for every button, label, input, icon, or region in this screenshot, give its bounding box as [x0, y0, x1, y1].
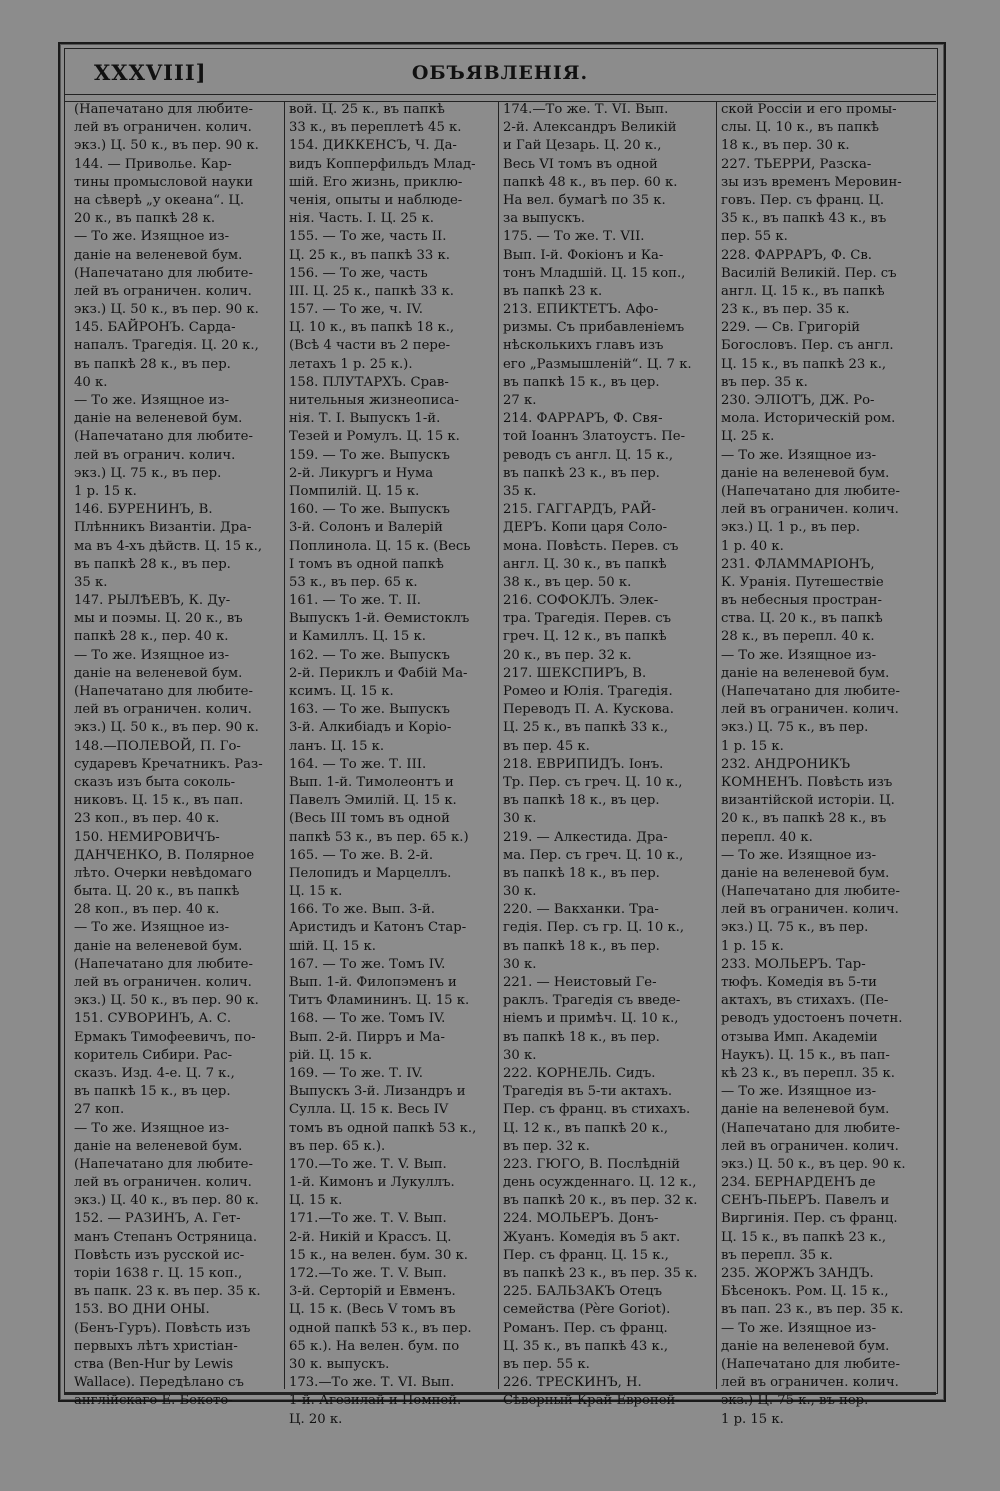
text-line: слы. Ц. 10 к., въ папкѣ	[721, 120, 879, 136]
text-line: Пер. съ франц. Ц. 15 к.,	[503, 1247, 669, 1263]
text-line: въ папкѣ 28 к., въ пер.	[74, 356, 231, 372]
page-title: ОБЪЯВЛЕНІЯ.	[411, 62, 589, 84]
text-line: ма. Пер. съ греч. Ц. 10 к.,	[503, 847, 684, 863]
text-line: 1-й. Кимонъ и Лукуллъ.	[289, 1175, 455, 1191]
text-line: (Напечатано для любите-	[74, 956, 253, 972]
text-line: 151. СУВОРИНЪ, А. С.	[74, 1011, 232, 1027]
text-line: 216. СОФОКЛЪ. Элек-	[503, 593, 659, 609]
text-line: Трагедія въ 5-ти актахъ.	[503, 1084, 673, 1100]
text-line: въ папкѣ 18 к., въ пер.	[503, 865, 660, 881]
text-line: СЕНЪ-ПЬЕРЪ. Павелъ и	[721, 1193, 890, 1209]
text-line: 147. РЫЛѢЕВЪ, К. Ду-	[74, 593, 231, 609]
text-line: III. Ц. 25 к., папкѣ 33 к.	[289, 283, 454, 299]
text-line: 3-й. Солонъ и Валерій	[289, 520, 443, 536]
text-line: даніе на веленевой бум.	[721, 1338, 890, 1354]
text-line: Жуанъ. Комедія въ 5 акт.	[503, 1229, 681, 1245]
text-line: 153. ВО ДНИ ОНЫ.	[74, 1302, 210, 1318]
text-line: Ц. 15 к., въ папкѣ 23 к.,	[721, 1229, 887, 1245]
text-line: 163. — То же. Выпускъ	[289, 702, 450, 718]
text-line: даніе на веленевой бум.	[74, 938, 243, 954]
text-line: 1 р. 15 к.	[721, 938, 784, 954]
text-line: Сѣверный Край Европей-	[503, 1393, 680, 1409]
text-line: день осужденнаго. Ц. 12 к.,	[503, 1175, 697, 1191]
text-line: лей въ ограничен. колич.	[721, 902, 899, 918]
text-line: Повѣсть изъ русской ис-	[74, 1247, 245, 1263]
text-line: 2-й. Периклъ и Фабій Ма-	[289, 665, 468, 681]
text-line: 3-й. Серторій и Евменъ.	[289, 1284, 456, 1300]
text-line: Ц. 20 к.	[289, 1411, 343, 1427]
text-line: первыхъ лѣтъ христіан-	[74, 1338, 238, 1354]
text-line: 168. — То же. Томъ IV.	[289, 1011, 446, 1027]
text-line: 28 к., въ перепл. 40 к.	[721, 629, 875, 645]
text-line: даніе на веленевой бум.	[721, 865, 890, 881]
text-line: 15 к., на велен. бум. 30 к.	[289, 1247, 468, 1263]
text-line: 27 к.	[503, 393, 537, 408]
text-line: нія. Часть. I. Ц. 25 к.	[289, 211, 434, 227]
text-line: 220. — Вакханки. Тра-	[503, 902, 659, 918]
text-line: (Напечатано для любите-	[74, 1156, 253, 1172]
text-line: тюфъ. Комедія въ 5-ти	[721, 975, 877, 990]
text-line: 35 к., въ папкѣ 43 к., въ	[721, 211, 887, 227]
columns	[70, 101, 936, 1427]
text-line: 213. ЕПИКТЕТЪ. Афо-	[503, 302, 659, 318]
text-line: 232. АНДРОНИКЪ	[721, 756, 851, 772]
text-line: 159. — То же. Выпускъ	[289, 447, 450, 463]
text-line: экз.) Ц. 50 к., въ пер. 90 к.	[74, 138, 259, 154]
text-line: говъ. Пер. съ франц. Ц.	[721, 192, 885, 208]
text-line: Титъ Фламининъ. Ц. 15 к.	[289, 993, 470, 1009]
text-line: англ. Ц. 30 к., въ папкѣ	[503, 556, 667, 572]
text-line: 30 к. выпускъ.	[289, 1356, 390, 1372]
text-line: мы и поэмы. Ц. 20 к., въ	[74, 611, 243, 627]
text-line: На вел. бумагѣ по 35 к.	[503, 192, 666, 208]
text-line: 233. МОЛЬЕРЪ. Тар-	[721, 956, 866, 972]
text-line: гедія. Пер. съ гр. Ц. 10 к.,	[503, 920, 685, 936]
text-line: (Напечатано для любите-	[721, 483, 900, 499]
text-line: раклъ. Трагедія съ введе-	[503, 993, 681, 1009]
text-line: — То же. Изящное из-	[721, 647, 877, 663]
text-line: I томъ въ одной папкѣ	[289, 556, 444, 572]
text-line: лей въ ограничен. колич.	[74, 702, 252, 718]
text-line: Ц. 35 к., въ папкѣ 43 к.,	[503, 1338, 669, 1354]
text-line: сказъ. Изд. 4-е. Ц. 7 к.,	[74, 1065, 235, 1081]
text-line: 227. ТЬЕРРИ, Разска-	[721, 156, 872, 172]
text-line: 223. ГЮГО, В. Послѣдній	[503, 1156, 681, 1172]
text-line: 154. ДИККЕНСЪ, Ч. Да-	[289, 138, 457, 154]
text-line: 2-й. Ликургъ и Нума	[289, 465, 434, 481]
text-line: 27 коп.	[74, 1102, 125, 1118]
text-line: 235. ЖОРЖЪ ЗАНДЪ.	[721, 1266, 874, 1281]
text-line: 172.—То же. Т. V. Вып.	[289, 1266, 447, 1281]
text-line: Вып. 2-й. Пирръ и Ма-	[289, 1029, 445, 1045]
text-line: (Напечатано для любите-	[721, 684, 900, 699]
text-line: Wallace). Передѣлано съ	[74, 1375, 244, 1391]
text-line: Романъ. Пер. съ франц.	[503, 1320, 668, 1336]
text-line: экз.) Ц. 75 к., въ пер.	[721, 920, 869, 936]
text-line: экз.) Ц. 50 к., въ цер. 90 к.	[721, 1156, 906, 1172]
text-line: 33 к., въ переплетѣ 45 к.	[289, 120, 462, 136]
column-3	[498, 101, 716, 1409]
text-line: ДАНЧЕНКО, В. Полярное	[74, 847, 255, 863]
text-line: даніе на веленевой бум.	[74, 247, 243, 263]
text-line: Ц. 25 к., въ папкѣ 33 к.	[289, 247, 450, 263]
text-line: лей въ ограничен. колич.	[74, 1175, 252, 1191]
text-line: манъ Степанъ Остряница.	[74, 1229, 258, 1245]
text-line: экз.) Ц. 75 к., въ пер.	[74, 465, 222, 481]
text-line: въ папкѣ 15 к., въ цер.	[74, 1084, 231, 1100]
text-line: 150. НЕМИРОВИЧЪ-	[74, 829, 220, 845]
text-line: той Іоаннъ Златоустъ. Пе-	[503, 429, 686, 445]
text-line: — То же. Изящное из-	[74, 229, 230, 245]
text-line: — То же. Изящное из-	[721, 1084, 877, 1100]
text-line: 167. — То же. Томъ IV.	[289, 956, 446, 972]
text-line: 148.—ПОЛЕВОЙ, П. Го-	[74, 738, 241, 754]
text-line: 23 к., въ пер. 35 к.	[721, 302, 850, 318]
text-line: Выпускъ 3-й. Лизандръ и	[289, 1084, 466, 1100]
text-line: Ермакъ Тимофеевичъ, по-	[74, 1029, 256, 1045]
text-line: Выпускъ 1-й. Ѳемистоклъ	[289, 611, 470, 627]
text-line: 229. — Св. Григорій	[721, 320, 861, 336]
text-line: 214. ФАРРАРЪ, Ф. Свя-	[503, 411, 663, 427]
text-line: семейства (Père Goriot).	[503, 1302, 671, 1318]
text-line: экз.) Ц. 50 к., въ пер. 90 к.	[74, 302, 259, 318]
text-line: ской Россіи и его промы-	[721, 102, 897, 117]
text-line: 145. БАЙРОНЪ. Сарда-	[74, 320, 236, 336]
text-line: 30 к.	[503, 811, 537, 827]
text-line: 1 р. 15 к.	[721, 1411, 784, 1427]
text-line: актахъ, въ стихахъ. (Пе-	[721, 993, 889, 1009]
text-line: лей въ ограничен. колич.	[721, 1138, 899, 1154]
text-line: 23 коп., въ пер. 40 к.	[74, 811, 220, 827]
text-line: 53 к., въ пер. 65 к.	[289, 574, 418, 590]
text-line: въ папкѣ 28 к., въ пер.	[74, 556, 231, 572]
text-line: 144. — Приволье. Кар-	[74, 156, 232, 172]
text-line: въ папкѣ 20 к., въ пер. 32 к.	[503, 1193, 698, 1209]
text-line: нѣсколькихъ главъ изъ	[503, 338, 664, 354]
text-line: вой. Ц. 25 к., въ папкѣ	[289, 102, 445, 117]
text-line: перепл. 40 к.	[721, 829, 813, 845]
text-line: 217. ШЕКСПИРЪ, В.	[503, 665, 647, 681]
text-line: 35 к.	[503, 483, 537, 499]
page-header	[64, 52, 936, 96]
text-line: — То же. Изящное из-	[721, 1320, 877, 1336]
text-line: на сѣверѣ „у океана“. Ц.	[74, 192, 245, 208]
text-line: 20 к., въ папкѣ 28 к., въ	[721, 811, 887, 827]
text-line: лей въ ограничен. колич.	[721, 502, 899, 518]
text-line: 2-й. Александръ Великій	[503, 120, 677, 136]
text-line: 157. — То же, ч. IV.	[289, 302, 423, 318]
text-line: 169. — То же. Т. IV.	[289, 1065, 423, 1081]
text-line: Ц. 15 к. (Весь V томъ въ	[289, 1302, 456, 1318]
text-line: 35 к.	[74, 574, 108, 590]
text-line: 221. — Неистовый Ге-	[503, 975, 657, 990]
text-line: пер. 55 к.	[721, 229, 788, 245]
text-line: (Напечатано для любите-	[721, 1356, 900, 1372]
text-line: 231. ФЛАММАРІОНЪ,	[721, 556, 875, 572]
text-line: 1 р. 15 к.	[721, 738, 784, 754]
text-line: лей въ ограничен. колич.	[74, 283, 252, 299]
text-line: 155. — То же, часть II.	[289, 229, 447, 245]
text-line: 3-й. Алкибіадъ и Коріо-	[289, 720, 452, 736]
text-line: 166. То же. Вып. 3-й.	[289, 902, 435, 918]
text-line: Ц. 25 к., въ папкѣ 33 к.,	[503, 720, 669, 736]
text-line: 20 к., въ папкѣ 28 к.	[74, 211, 216, 227]
text-line: отзыва Имп. Академіи	[721, 1029, 878, 1045]
text-line: рій. Ц. 15 к.	[289, 1047, 373, 1063]
text-line: шій. Ц. 15 к.	[289, 938, 376, 954]
text-line: 222. КОРНЕЛЬ. Сидъ.	[503, 1065, 656, 1081]
text-line: 1-й. Агезилай и Помпей.	[289, 1393, 462, 1409]
text-line: 170.—То же. Т. V. Вып.	[289, 1156, 447, 1172]
text-line: въ пап. 23 к., въ пер. 35 к.	[721, 1302, 904, 1318]
text-line: тонъ Младшій. Ц. 15 коп.,	[503, 265, 686, 281]
text-line: Аристидъ и Катонъ Стар-	[289, 920, 467, 936]
text-line: Пер. съ франц. въ стихахъ.	[503, 1102, 691, 1118]
text-line: лей въ огранич. колич.	[74, 447, 236, 463]
text-line: ма въ 4-хъ дѣйств. Ц. 15 к.,	[74, 538, 263, 554]
text-line: ства (Ben-Hur by Lewis	[74, 1356, 234, 1372]
text-line: 174.—То же. Т. VI. Вып.	[503, 102, 669, 117]
text-line: въ перепл. 35 к.	[721, 1247, 833, 1263]
column-1	[70, 101, 284, 1409]
text-line: К. Уранія. Путешествіе	[721, 574, 884, 590]
text-line: ченія, опыты и наблюде-	[289, 192, 463, 208]
text-line: одной папкѣ 53 к., въ пер.	[289, 1320, 472, 1336]
text-line: 215. ГАГГАРДЪ, РАЙ-	[503, 502, 656, 518]
text-line: и Гай Цезарь. Ц. 20 к.,	[503, 138, 662, 154]
text-line: мола. Историческій ром.	[721, 411, 896, 427]
text-line: 175. — То же. Т. VII.	[503, 229, 645, 245]
text-line: зы изъ временъ Меровин-	[721, 174, 902, 190]
text-line: коритель Сибири. Рас-	[74, 1047, 233, 1063]
text-line: Ц. 15 к.	[289, 1193, 343, 1209]
text-line: тины промысловой науки	[74, 174, 253, 190]
text-line: 30 к.	[503, 956, 537, 972]
text-line: (Бенъ-Гуръ). Повѣсть изъ	[74, 1320, 251, 1336]
text-line: Ц. 15 к.	[289, 884, 343, 900]
text-line: даніе на веленевой бум.	[721, 465, 890, 481]
text-line: томъ въ одной папкѣ 53 к.,	[289, 1120, 477, 1136]
text-line: (Напечатано для любите-	[721, 1120, 900, 1136]
text-line: сказъ изъ быта соколь-	[74, 774, 236, 790]
text-line: Ц. 10 к., въ папкѣ 18 к.,	[289, 320, 455, 336]
text-line: экз.) Ц. 40 к., въ пер. 80 к.	[74, 1193, 259, 1209]
text-line: (Напечатано для любите-	[721, 884, 900, 900]
text-line: Весь VI томъ въ одной	[503, 156, 658, 172]
text-line: нительныя жизнеописа-	[289, 393, 459, 408]
text-line: 224. МОЛЬЕРЪ. Донъ-	[503, 1211, 659, 1227]
text-line: въ пер. 35 к.	[721, 374, 808, 390]
text-line: ланъ. Ц. 15 к.	[289, 738, 385, 754]
text-line: папкѣ 53 к., въ пер. 65 к.)	[289, 829, 469, 845]
text-line: папкѣ 48 к., въ пер. 60 к.	[503, 174, 678, 190]
text-line: даніе на веленевой бум.	[74, 1138, 243, 1154]
text-line: Ромео и Юлія. Трагедія.	[503, 684, 673, 699]
text-line: Ц. 12 к., въ папкѣ 20 к.,	[503, 1120, 669, 1136]
text-line: Богословъ. Пер. съ англ.	[721, 338, 894, 354]
column-2	[284, 101, 498, 1427]
text-line: экз.) Ц. 75 к., въ пер.	[721, 720, 869, 736]
text-line: Вып. 1-й. Филопэменъ и	[289, 975, 457, 990]
text-line: 226. ТРЕСКИНЪ, Н.	[503, 1375, 642, 1391]
text-line: 161. — То же. Т. II.	[289, 593, 421, 609]
text-line: КОМНЕНЪ. Повѣсть изъ	[721, 774, 893, 790]
text-line: 2-й. Никій и Крассъ. Ц.	[289, 1229, 452, 1245]
text-line: реводъ удостоенъ почетн.	[721, 1011, 903, 1027]
text-line: 234. БЕРНАРДЕНЪ де	[721, 1175, 876, 1191]
text-line: Ц. 25 к.	[721, 429, 775, 445]
text-line: лей въ ограничен. колич.	[74, 120, 252, 136]
text-line: ства. Ц. 20 к., въ папкѣ	[721, 611, 883, 627]
text-line: тра. Трагедія. Перев. съ	[503, 611, 671, 627]
text-line: папкѣ 28 к., пер. 40 к.	[74, 629, 229, 645]
text-line: даніе на веленевой бум.	[74, 411, 243, 427]
text-line: въ папкѣ 18 к., въ пер.	[503, 1029, 660, 1045]
text-line: — То же. Изящное из-	[74, 1120, 230, 1136]
text-line: (Напечатано для любите-	[74, 102, 253, 117]
text-line: въ небесныя простран-	[721, 593, 882, 609]
text-line: экз.) Ц. 1 р., въ пер.	[721, 520, 861, 536]
text-line: Наукъ). Ц. 15 к., въ пап-	[721, 1047, 890, 1063]
text-line: 162. — То же. Выпускъ	[289, 647, 450, 663]
text-line: ніемъ и примѣч. Ц. 10 к.,	[503, 1011, 679, 1027]
text-line: даніе на веленевой бум.	[721, 1102, 890, 1118]
text-line: — То же. Изящное из-	[74, 393, 230, 408]
text-line: лей въ ограничен. колич.	[721, 702, 899, 718]
text-line: лей въ ограничен. колич.	[74, 975, 252, 990]
text-line: въ папкѣ 18 к., въ пер.	[503, 938, 660, 954]
text-line: 40 к.	[74, 374, 108, 390]
text-line: 158. ПЛУТАРХЪ. Срав-	[289, 374, 449, 390]
text-line: 164. — То же. Т. III.	[289, 756, 427, 772]
text-line: 171.—То же. Т. V. Вып.	[289, 1211, 447, 1227]
text-line: Тр. Пер. съ греч. Ц. 10 к.,	[503, 774, 683, 790]
text-line: 160. — То же. Выпускъ	[289, 502, 450, 518]
text-line: въ пер. 32 к.	[503, 1138, 590, 1154]
text-line: Вып. 1-й. Тимолеонтъ и	[289, 774, 454, 790]
text-line: 225. БАЛЬЗАКЪ Отецъ	[503, 1284, 662, 1300]
text-line: 30 к.	[503, 884, 537, 900]
text-line: (Напечатано для любите-	[74, 684, 253, 699]
text-line: — То же. Изящное из-	[74, 647, 230, 663]
text-line: (Напечатано для любите-	[74, 265, 253, 281]
text-line: его „Размышленій“. Ц. 7 к.	[503, 356, 692, 372]
text-line: ДЕРЪ. Копи царя Соло-	[503, 520, 668, 536]
text-line: Пелопидъ и Марцеллъ.	[289, 865, 452, 881]
text-line: даніе на веленевой бум.	[721, 665, 890, 681]
text-line: англ. Ц. 15 к., въ папкѣ	[721, 283, 885, 299]
text-line: 173.—То же. Т. VI. Вып.	[289, 1375, 455, 1391]
text-line: экз.) Ц. 50 к., въ пер. 90 к.	[74, 720, 259, 736]
text-line: Бѣсенокъ. Ром. Ц. 15 к.,	[721, 1284, 889, 1300]
text-line: 38 к., въ цер. 50 к.	[503, 574, 632, 590]
text-line: 30 к.	[503, 1047, 537, 1063]
text-line: въ пер. 45 к.	[503, 738, 590, 754]
text-line: 218. ЕВРИПИДЪ. Іонъ.	[503, 756, 664, 772]
text-line: въ папкѣ 23 к.	[503, 283, 603, 299]
text-line: 18 к., въ пер. 30 к.	[721, 138, 850, 154]
text-line: кѣ 23 к., въ перепл. 35 к.	[721, 1065, 895, 1081]
text-line: Вып. I-й. Фокіонъ и Ка-	[503, 247, 664, 263]
text-line: и Камиллъ. Ц. 15 к.	[289, 629, 426, 645]
text-line: — То же. Изящное из-	[721, 847, 877, 863]
text-line: (Напечатано для любите-	[74, 429, 253, 445]
text-line: шій. Его жизнь, приклю-	[289, 174, 463, 190]
text-line: англійскаго Е. Бекето-	[74, 1393, 233, 1409]
text-line: въ пер. 65 к.).	[289, 1138, 386, 1154]
text-line: никовъ. Ц. 15 к., въ пап.	[74, 793, 244, 809]
text-line: реводъ съ англ. Ц. 15 к.,	[503, 447, 674, 463]
text-line: въ пер. 55 к.	[503, 1356, 590, 1372]
bottom-rule	[64, 1392, 936, 1395]
text-line: Ц. 15 к., въ папкѣ 23 к.,	[721, 356, 887, 372]
text-line: Виргинія. Пер. съ франц.	[721, 1211, 898, 1227]
text-line: лѣто. Очерки невѣдомаго	[74, 865, 252, 881]
text-line: въ папкѣ 23 к., въ пер. 35 к.	[503, 1266, 698, 1281]
text-line: торіи 1638 г. Ц. 15 коп.,	[74, 1266, 243, 1281]
text-line: въ папкѣ 18 к., въ цер.	[503, 793, 660, 809]
text-line: въ папкѣ 23 к., въ пер.	[503, 465, 660, 481]
text-line: Василій Великій. Пер. съ	[721, 265, 897, 281]
text-line: 28 коп., въ пер. 40 к.	[74, 902, 220, 918]
text-line: лей въ ограничен. колич.	[721, 1375, 899, 1391]
text-line: въ папкѣ 15 к., въ цер.	[503, 374, 660, 390]
text-line: 20 к., въ пер. 32 к.	[503, 647, 632, 663]
text-line: (Весь III томъ въ одной	[289, 811, 450, 827]
text-line: Помпилій. Ц. 15 к.	[289, 483, 420, 499]
text-line: 230. ЭЛІОТЪ, ДЖ. Ро-	[721, 393, 875, 408]
text-line: быта. Ц. 20 к., въ папкѣ	[74, 884, 240, 900]
text-line: 156. — То же, часть	[289, 265, 428, 281]
text-line: летахъ 1 р. 25 к.).	[289, 356, 413, 372]
page-number: XXXVIII]	[94, 60, 207, 85]
text-line: (Всѣ 4 части въ 2 пере-	[289, 338, 451, 354]
text-line: мона. Повѣсть. Перев. съ	[503, 538, 679, 554]
text-line: Поплинола. Ц. 15 к. (Весь	[289, 538, 471, 554]
text-line: даніе на веленевой бум.	[74, 665, 243, 681]
text-line: 228. ФАРРАРЪ, Ф. Св.	[721, 247, 872, 263]
text-line: 65 к.). На велен. бум. по	[289, 1338, 460, 1354]
text-line: ризмы. Съ прибавленіемъ	[503, 320, 685, 336]
text-line: за выпускъ.	[503, 211, 585, 227]
text-line: экз.) Ц. 50 к., въ пер. 90 к.	[74, 993, 259, 1009]
text-line: 165. — То же. В. 2-й.	[289, 847, 434, 863]
text-line: Тезей и Ромулъ. Ц. 15 к.	[289, 429, 460, 445]
text-line: напалъ. Трагедія. Ц. 20 к.,	[74, 338, 259, 354]
text-line: — То же. Изящное из-	[74, 920, 230, 936]
text-line: 219. — Алкестида. Дра-	[503, 829, 668, 845]
text-line: Павелъ Эмилій. Ц. 15 к.	[289, 793, 457, 809]
text-line: — То же. Изящное из-	[721, 447, 877, 463]
text-line: нія. Т. I. Выпускъ 1-й.	[289, 411, 441, 427]
text-line: 146. БУРЕНИНЪ, В.	[74, 502, 213, 518]
column-4	[716, 101, 936, 1427]
text-line: Переводъ П. А. Кускова.	[503, 702, 674, 718]
text-line: 152. — РАЗИНЪ, А. Гет-	[74, 1211, 241, 1227]
text-line: 1 р. 40 к.	[721, 538, 784, 554]
text-line: ксимъ. Ц. 15 к.	[289, 684, 394, 699]
text-line: Плѣнникъ Византіи. Дра-	[74, 520, 252, 536]
text-line: видъ Копперфильдъ Млад-	[289, 156, 476, 172]
text-line: Сулла. Ц. 15 к. Весь IV	[289, 1102, 449, 1118]
text-line: экз.) Ц. 75 к., въ пер.	[721, 1393, 869, 1409]
text-line: византійской исторіи. Ц.	[721, 793, 895, 809]
text-line: сударевъ Кречатникъ. Раз-	[74, 756, 263, 772]
text-line: греч. Ц. 12 к., въ папкѣ	[503, 629, 667, 645]
text-line: въ папк. 23 к. въ пер. 35 к.	[74, 1284, 261, 1300]
text-line: 1 р. 15 к.	[74, 483, 137, 499]
